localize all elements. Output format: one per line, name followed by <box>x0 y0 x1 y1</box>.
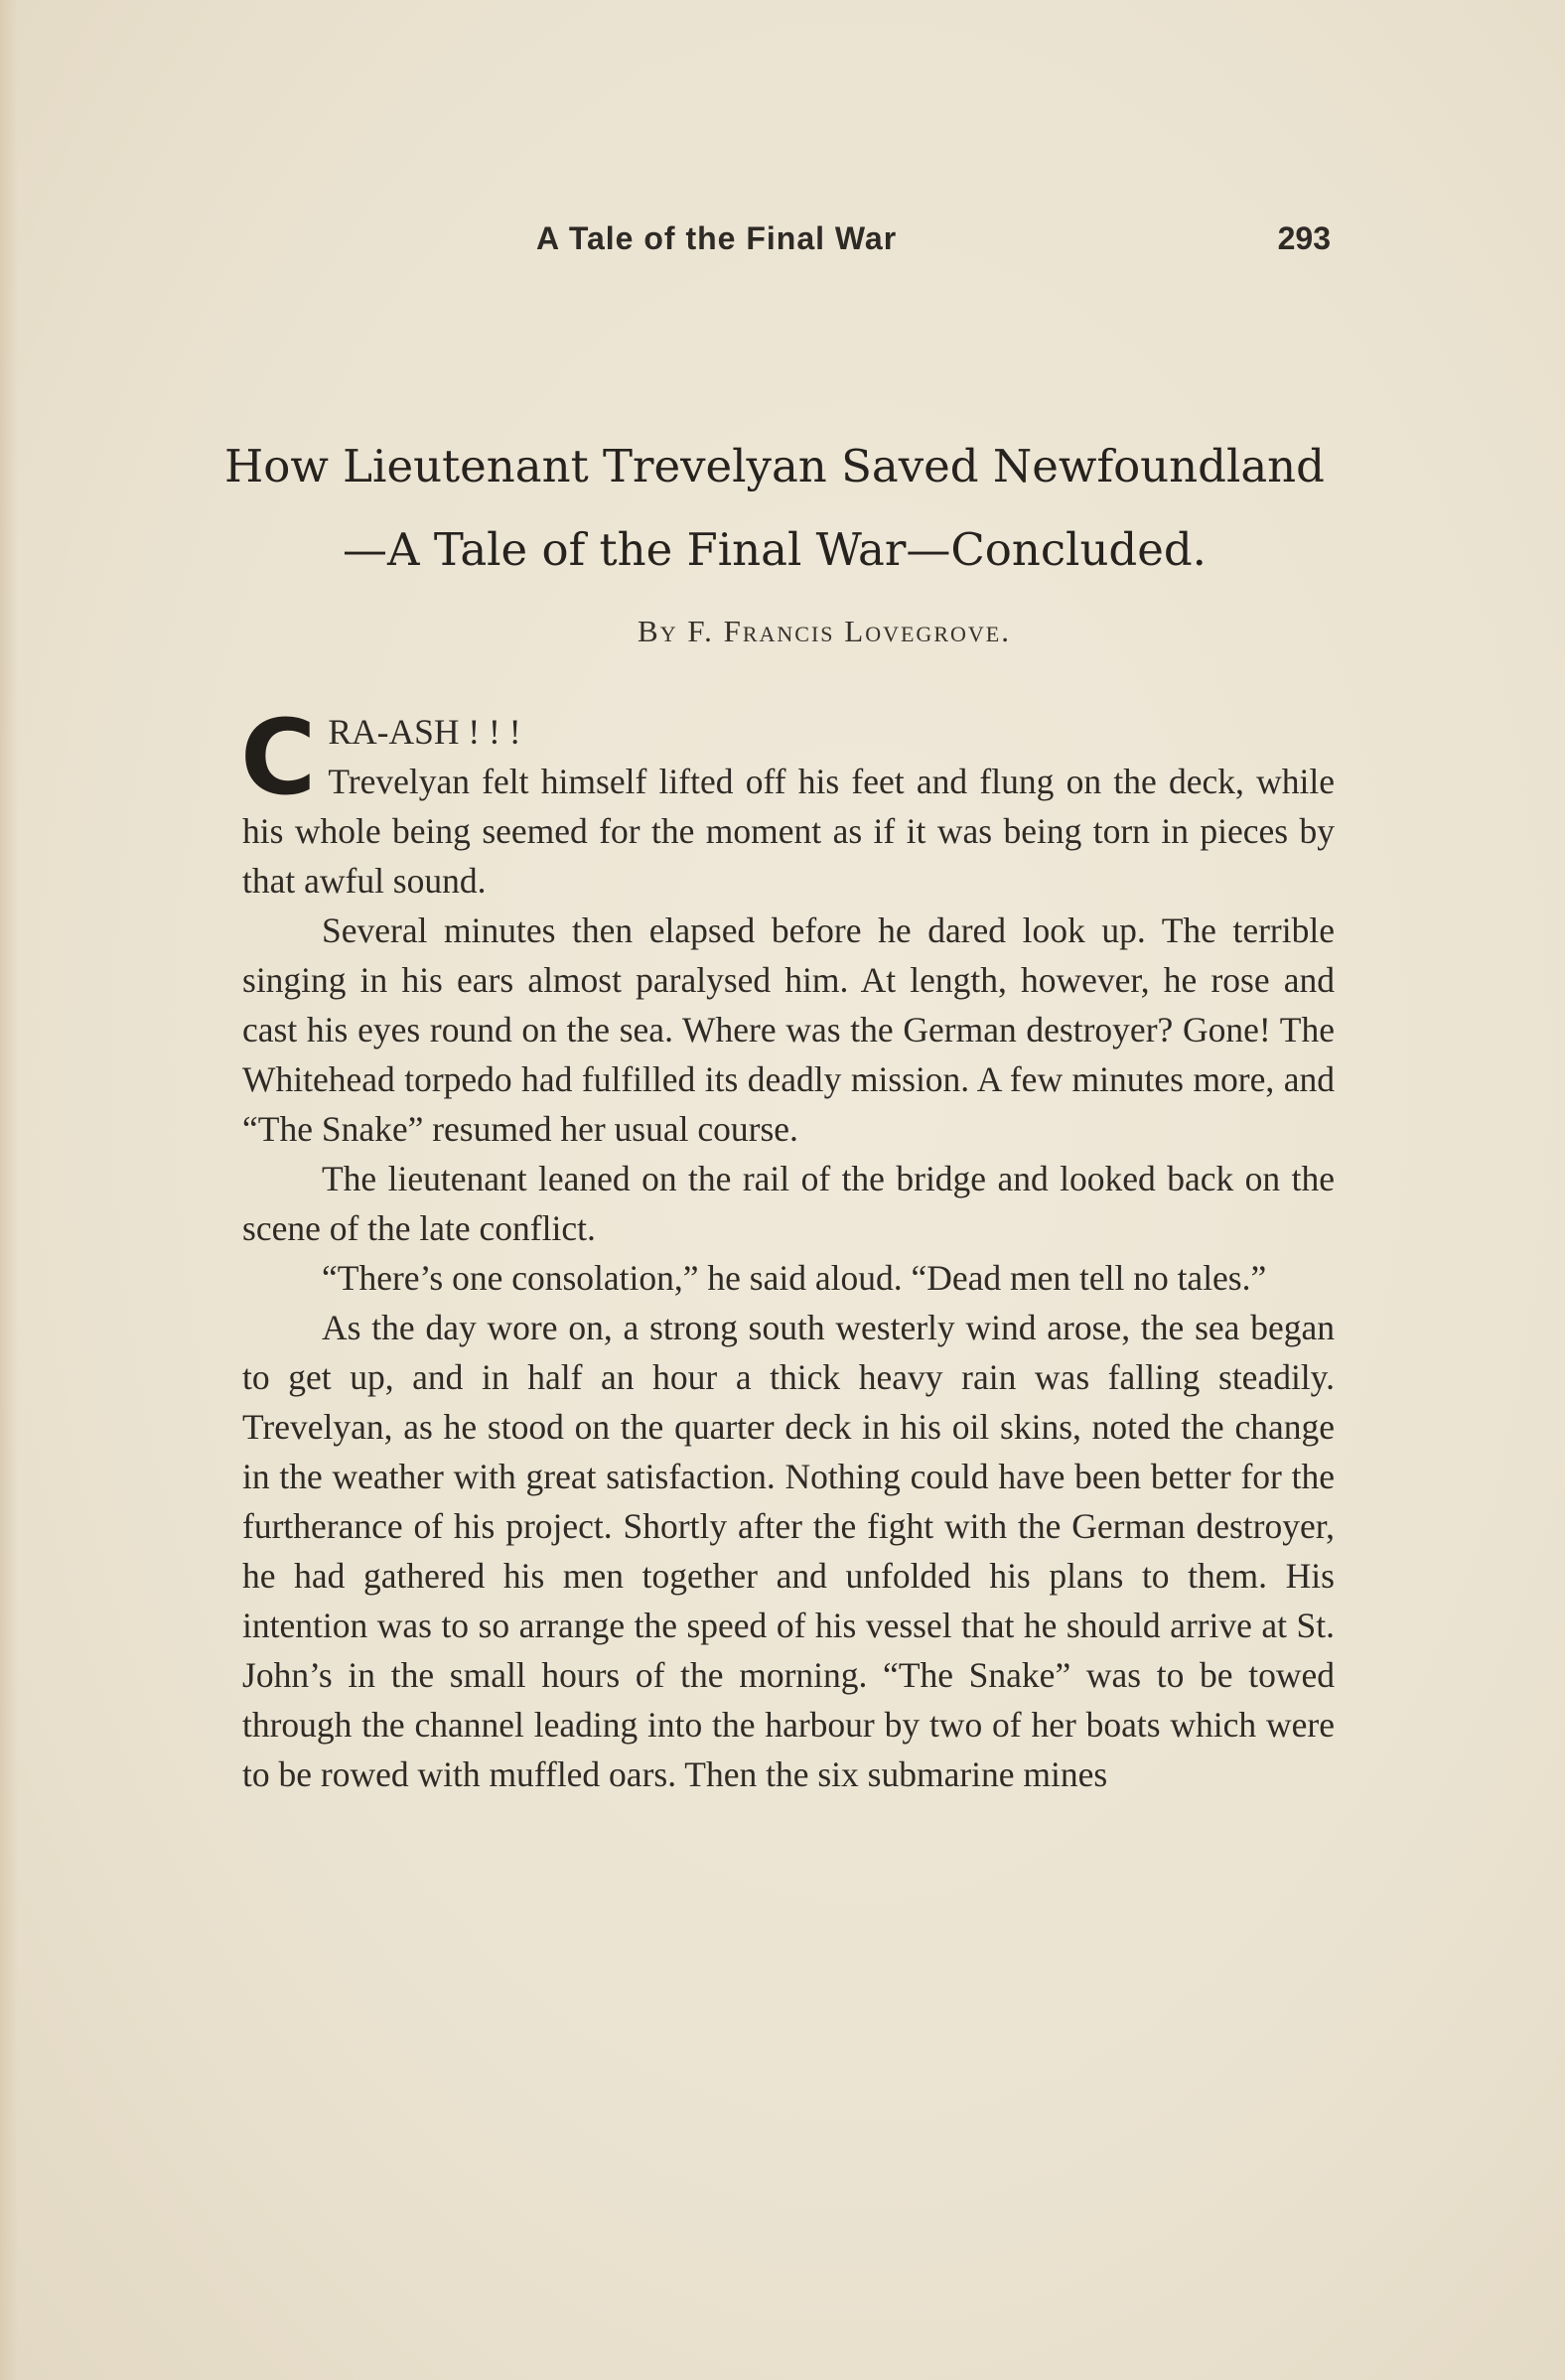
paragraph: The lieutenant leaned on the rail of the bridge and looked back on the scene of the late conflict. <box>242 1159 1335 1248</box>
article-body <box>240 697 1335 1799</box>
paragraph: “There’s one consolation,” he said aloud. “Dead men tell no tales.” <box>322 1258 1267 1298</box>
paragraph-text: Trevelyan felt himself lifted off his feet and flung on the deck, while his whole being seemed for the moment as if it was being torn in pieces by that awful sound. <box>242 762 1335 901</box>
paragraph: Several minutes then elapsed before he dared look up. The terrible singing in his ears almost paralysed him. At length, however, he rose and cast his eyes round on the sea. Where was the German destroyer? Gone! The Whitehead torpedo had fulfilled its deadly mission. A few minutes more, and “The Snake” resumed her usual course. <box>242 910 1335 1149</box>
running-head <box>238 220 1331 270</box>
article-title-line-2: —A Tale of the Final War—Concluded. <box>343 523 1207 576</box>
running-title: A Tale of the Final War <box>536 220 898 256</box>
paragraph <box>240 697 1335 906</box>
page-edge-shadow <box>0 0 18 2380</box>
opening-exclamation: RA-ASH ! ! ! <box>328 712 521 752</box>
byline: By F. Francis Lovegrove. <box>638 614 1011 648</box>
paragraph: As the day wore on, a strong south westerly wind arose, the sea began to get up, and in half an hour a thick heavy rain was falling steadily. Trevelyan, as he stood on the quarter deck in his oil skins, noted the change in the weather with great satisfaction. Nothing could have been better for the furtherance of his project. Shortly after the fight with the German destroyer, he had gathered his men together and unfolded his plans to them. His intention was to so arrange the speed of his vessel that he should arrive at St. John’s in the small hours of the morning. “The Snake” was to be towed through the channel leading into the harbour by two of her boats which were to be rowed with muffled oars. Then the six submarine mines <box>242 1308 1335 1794</box>
page-number: 293 <box>1277 220 1331 256</box>
article-title-line-1: How Lieutenant Trevelyan Saved Newfoundland <box>224 440 1325 492</box>
drop-cap: C <box>240 697 317 818</box>
article-title <box>199 425 1351 592</box>
